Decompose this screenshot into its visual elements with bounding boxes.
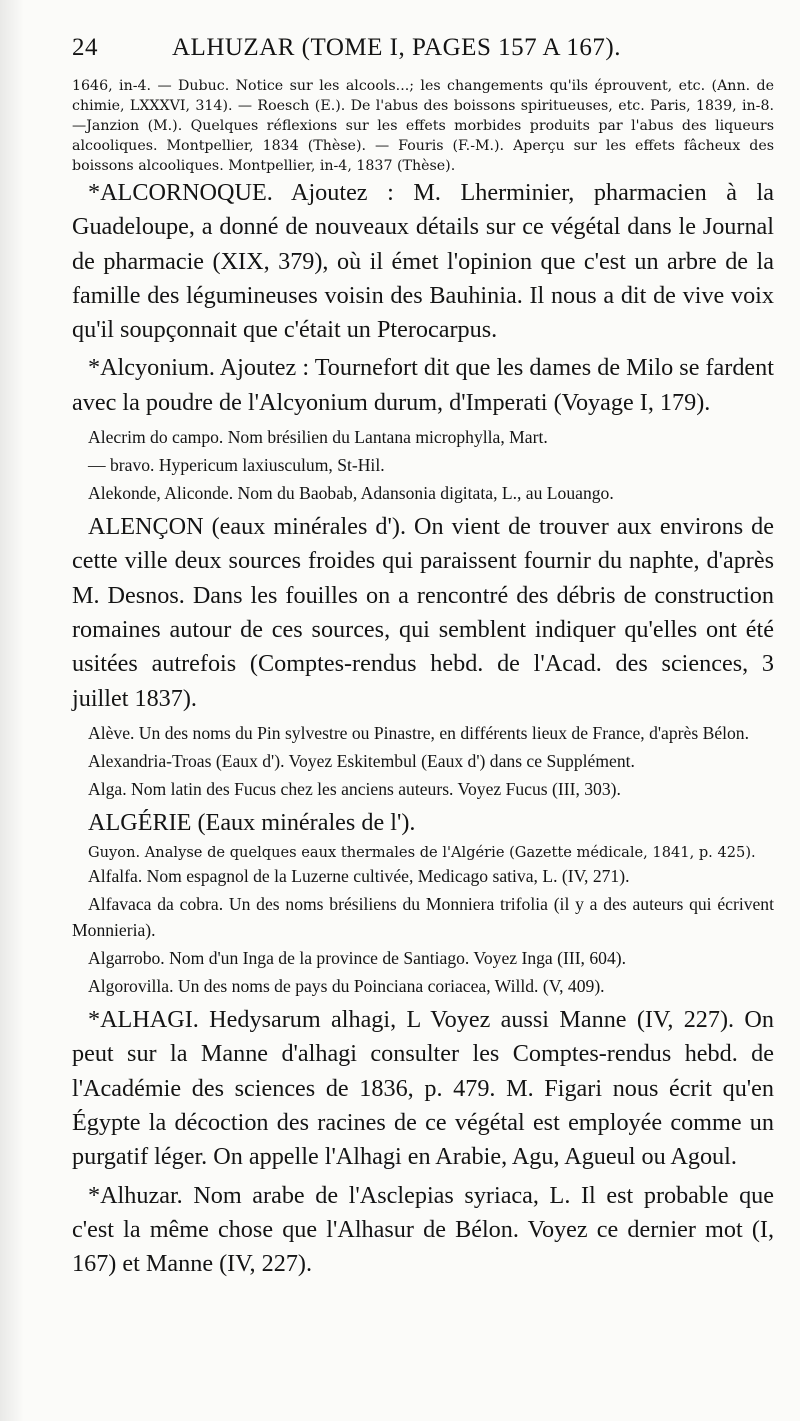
- running-title: ALHUZAR (TOME I, PAGES 157 A 167).: [172, 34, 621, 61]
- entry-alhuzar: *Alhuzar. Nom arabe de l'Asclepias syriaca, L. Il est probable que c'est la même chose que l'Alhasur de Bélon. Voyez ce dernier mot (I, 167) et Manne (IV, 227).: [72, 1181, 774, 1278]
- entry-alfavaca-da-cobra: Alfavaca da cobra. Un des noms brésiliens du Monniera trifolia (il y a des auteurs qui écrivent Monnieria).: [72, 894, 774, 941]
- reference-guyon: Guyon. Analyse de quelques eaux thermales de l'Algérie (Gazette médicale, 1841, p. 425).: [88, 844, 756, 862]
- page-header: [72, 34, 774, 70]
- entry-algerie: ALGÉRIE (Eaux minérales de l').: [88, 808, 416, 836]
- entry-alexandria-troas: Alexandria-Troas (Eaux d'). Voyez Eskitembul (Eaux d') dans ce Supplément.: [88, 750, 635, 771]
- entry-alencon: ALENÇON (eaux minérales d'). On vient de trouver aux environs de cette ville deux sources froides qui paraissent fournir du naphte, d'après M. Desnos. Dans les fouilles on a rencontré des débris de construction romaines autour de ces sources, qui semblent indiquer qu'elles ont été usitées autrefois (Comptes-rendus hebd. de l'Acad. des sciences, 3 juillet 1837).: [72, 513, 774, 712]
- entry-alcyonium: *Alcyonium. Ajoutez : Tournefort dit que les dames de Milo se fardent avec la poudre de l'Alcyonium durum, d'Imperati (Voyage I, 179).: [72, 354, 774, 416]
- entry-algarrobo: Algarrobo. Nom d'un Inga de la province de Santiago. Voyez Inga (III, 604).: [88, 948, 627, 969]
- entry-alhagi: *ALHAGI. Hedysarum alhagi, L Voyez aussi Manne (IV, 227). On peut sur la Manne d'alhagi consulter les Comptes-rendus hebd. de l'Académie des sciences de 1836, p. 479. M. Figari nous écrit qu'en Égypte la décoction des racines de ce végétal est employée comme un purgatif léger. On appelle l'Alhagi en Arabie, Agu, Agueul ou Agoul.: [72, 1006, 774, 1171]
- entry-bravo: — bravo. Hypericum laxiusculum, St-Hil.: [88, 455, 385, 476]
- entry-alcornoque: *ALCORNOQUE. Ajoutez : M. Lherminier, pharmacien à la Guadeloupe, a donné de nouveaux détails sur ce végétal dans le Journal de pharmacie (XIX, 379), où il émet l'opinion que c'est un arbre de la famille des légumineuses voisin des Bauhinia. Il nous a dit de vive voix qu'il soupçonnait que c'était un Pterocarpus.: [72, 179, 774, 344]
- entry-alecrim-do-campo: Alecrim do campo. Nom brésilien du Lantana microphylla, Mart.: [88, 427, 548, 448]
- entry-algorovilla: Algorovilla. Un des noms de pays du Poinciana coriacea, Willd. (V, 409).: [88, 976, 605, 997]
- entry-aleve: Alève. Un des noms du Pin sylvestre ou Pinastre, en différents lieux de France, d'après Bélon.: [88, 722, 750, 743]
- entry-alekonde: Alekonde, Aliconde. Nom du Baobab, Adansonia digitata, L., au Louango.: [88, 483, 614, 504]
- entry-alfalfa: Alfalfa. Nom espagnol de la Luzerne cultivée, Medicago sativa, L. (IV, 271).: [88, 866, 630, 887]
- page-number: 24: [72, 34, 98, 61]
- entry-alga: Alga. Nom latin des Fucus chez les anciens auteurs. Voyez Fucus (III, 303).: [88, 778, 621, 799]
- paragraph-bibliography: 1646, in-4. — Dubuc. Notice sur les alcools...; les changements qu'ils éprouvent, etc. (Ann. de chimie, LXXXVI, 314). — Roesch (E.). De l'abus des boissons spiritueuses, etc. Paris, 1839, in-8.—Janzion (M.). Quelques réflexions sur les effets morbides produits par l'abus des liqueurs alcooliques. Montpellier, 1834 (Thèse). — Fouris (F.-M.). Aperçu sur les effets fâcheux des boissons alcooliques. Montpellier, in-4, 1837 (Thèse).: [72, 78, 774, 174]
- page-gutter-shadow: [0, 0, 24, 1421]
